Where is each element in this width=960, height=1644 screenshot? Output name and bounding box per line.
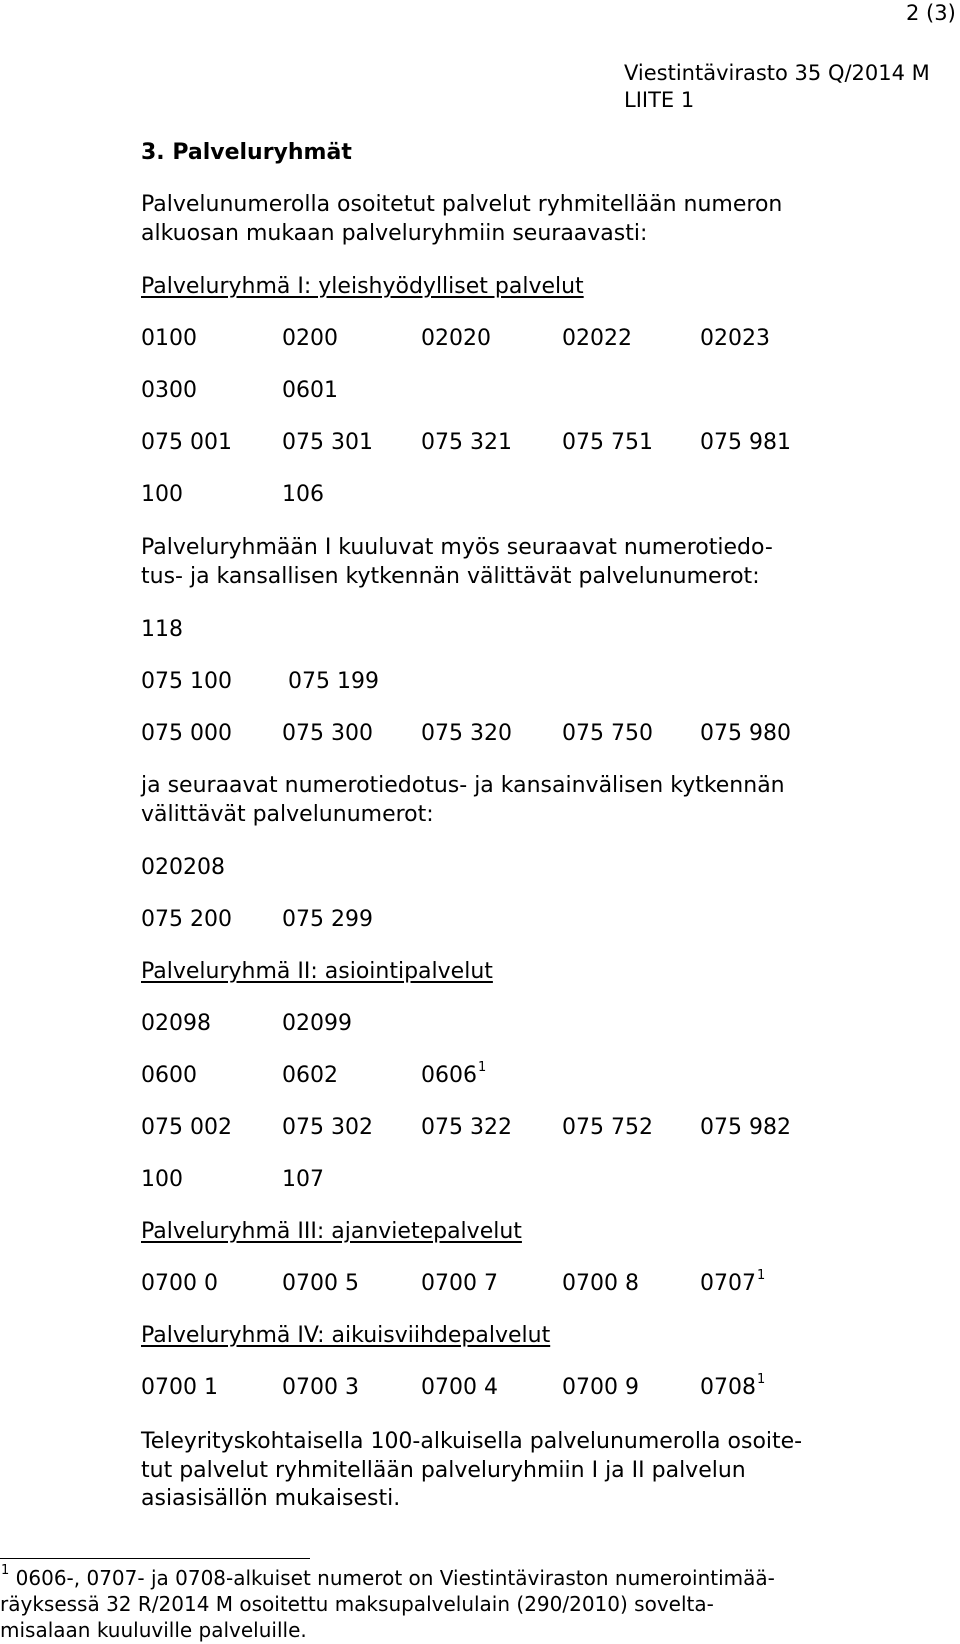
intro-paragraph: [141, 191, 782, 248]
service-number: 0200: [282, 326, 338, 351]
service-number: 100: [141, 1167, 183, 1192]
service-number: 020208: [141, 855, 225, 880]
service-number: 0700 7: [421, 1271, 498, 1296]
service-number: 106: [282, 482, 324, 507]
service-number: 0300: [141, 378, 197, 403]
service-number: 0606: [421, 1063, 477, 1088]
service-number: 0600: [141, 1063, 197, 1088]
service-number: 075 321: [421, 430, 512, 455]
paragraph-line: ja seuraavat numerotiedotus- ja kansainvälisen kytkennän: [141, 773, 785, 798]
service-number: 0700 3: [282, 1375, 359, 1400]
service-number: 075 300: [282, 721, 373, 746]
service-number: 075 751: [562, 430, 653, 455]
service-number: 100: [141, 482, 183, 507]
service-number: 0700 9: [562, 1375, 639, 1400]
group2-heading: Palveluryhmä II: asiointipalvelut: [141, 959, 493, 984]
service-number: 075 980: [700, 721, 791, 746]
service-number: 02020: [421, 326, 491, 351]
service-number-with-footnote: [421, 1059, 487, 1090]
service-number: 075 750: [562, 721, 653, 746]
footnote: [0, 1565, 775, 1643]
service-number: 075 320: [421, 721, 512, 746]
paragraph-line: tus- ja kansallisen kytkennän välittävät palvelunumerot:: [141, 563, 760, 589]
service-number: 075 981: [700, 430, 791, 455]
service-number: 075 301: [282, 430, 373, 455]
footnote-marker: 1: [757, 1267, 766, 1283]
service-number: 075 322: [421, 1115, 512, 1140]
paragraph-line: asiasisällön mukaisesti.: [141, 1486, 401, 1511]
footnote-line: [0, 1565, 775, 1591]
paragraph-line: tut palvelut ryhmitellään palveluryhmiin I ja II palvelun: [141, 1457, 746, 1483]
footnote-marker: 1: [757, 1371, 766, 1387]
service-number: 0700 5: [282, 1271, 359, 1296]
group1-heading: Palveluryhmä I: yleishyödylliset palvelut: [141, 274, 584, 299]
section-title: 3. Palveluryhmät: [141, 140, 352, 165]
service-number: 0700 0: [141, 1271, 218, 1296]
closing-paragraph: [141, 1428, 802, 1514]
service-number: 0708: [700, 1375, 756, 1400]
service-number: 075 752: [562, 1115, 653, 1140]
footnote-line: misalaan kuuluville palveluille.: [0, 1618, 307, 1642]
service-number-with-footnote: [700, 1371, 766, 1402]
intro-line: alkuosan mukaan palveluryhmiin seuraavasti:: [141, 220, 648, 246]
service-number: 075 199: [288, 669, 379, 694]
service-number: 0602: [282, 1063, 338, 1088]
service-number: 0100: [141, 326, 197, 351]
service-number: 0700 4: [421, 1375, 498, 1400]
header-line-2: LIITE 1: [624, 88, 695, 112]
service-number: 118: [141, 617, 183, 642]
footnote-line: räyksessä 32 R/2014 M osoitettu maksupalvelulain (290/2010) sovelta-: [0, 1592, 714, 1616]
service-number: 075 000: [141, 721, 232, 746]
footnote-marker: 1: [478, 1059, 487, 1075]
service-number: 02023: [700, 326, 770, 351]
service-number: 02098: [141, 1011, 211, 1036]
paragraph-line: välittävät palvelunumerot:: [141, 801, 434, 827]
intro-line: Palvelunumerolla osoitetut palvelut ryhmitellään numeron: [141, 192, 783, 217]
service-number: 02022: [562, 326, 632, 351]
page-number: 2 (3): [906, 1, 956, 25]
group1-intl-paragraph: [141, 772, 785, 829]
group1-also-paragraph: [141, 534, 773, 591]
service-number: 075 200: [141, 907, 232, 932]
group3-heading: Palveluryhmä III: ajanvietepalvelut: [141, 1219, 522, 1244]
service-number: 075 100: [141, 669, 232, 694]
footnote-marker: 1: [1, 1563, 10, 1579]
footnote-separator: [0, 1558, 310, 1559]
service-number: 02099: [282, 1011, 352, 1036]
service-number: 075 982: [700, 1115, 791, 1140]
service-number: 075 001: [141, 430, 232, 455]
paragraph-line: Palveluryhmään I kuuluvat myös seuraavat numerotiedo-: [141, 535, 773, 560]
service-number-with-footnote: [700, 1267, 766, 1298]
footnote-text: 0606-, 0707- ja 0708-alkuiset numerot on Viestintäviraston numerointimää-: [15, 1566, 775, 1590]
paragraph-line: Teleyrityskohtaisella 100-alkuisella palvelunumerolla osoite-: [141, 1429, 803, 1454]
service-number: 0700 8: [562, 1271, 639, 1296]
group4-heading: Palveluryhmä IV: aikuisviihdepalvelut: [141, 1323, 551, 1348]
service-number: 0700 1: [141, 1375, 218, 1400]
service-number: 075 302: [282, 1115, 373, 1140]
header-line-1: Viestintävirasto 35 Q/2014 M: [624, 61, 930, 85]
service-number: 107: [282, 1167, 324, 1192]
service-number: 075 002: [141, 1115, 232, 1140]
service-number: 0601: [282, 378, 338, 403]
service-number: 0707: [700, 1271, 756, 1296]
service-number: 075 299: [282, 907, 373, 932]
